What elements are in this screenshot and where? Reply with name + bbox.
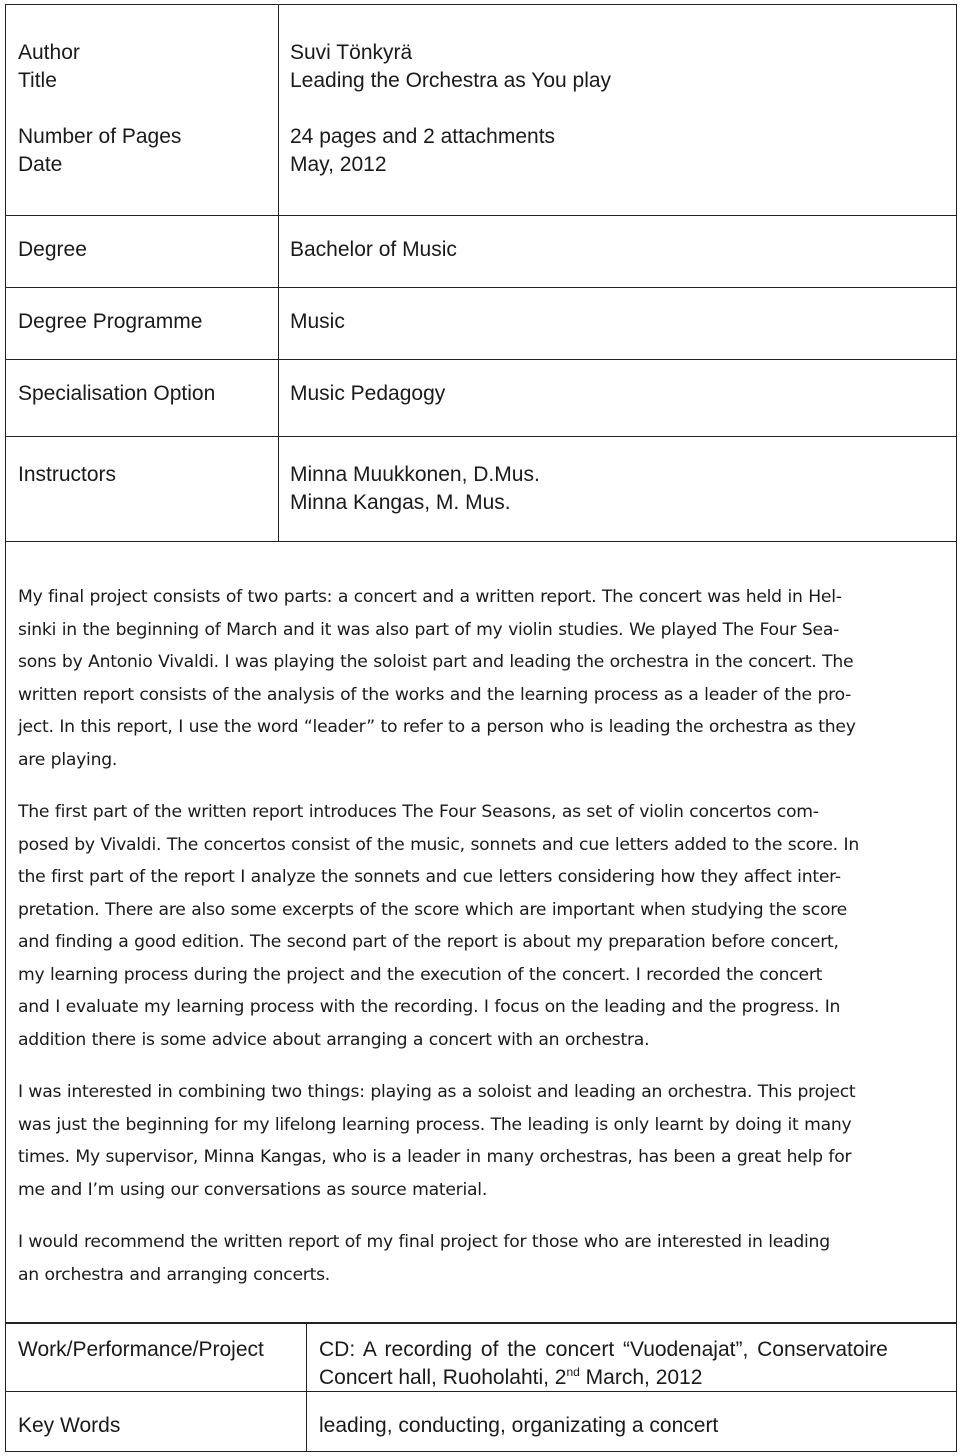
column-divider [278,360,279,436]
abstract-body [6,542,956,1291]
column-divider [278,5,279,215]
column-divider [278,288,279,359]
work-line-2-date: March, 2012 [579,1366,703,1389]
date-label: Date [18,153,63,176]
header-section [6,5,956,216]
title-label: Title [18,69,57,92]
instructors-section [6,437,956,542]
author-value: Suvi Tönkyrä [290,41,413,64]
author-label: Author [18,41,80,64]
column-divider [278,216,279,287]
column-divider [278,437,279,541]
thesis-info-table [5,4,957,1324]
work-line-2-text: Concert hall, Ruoholahti, 2 [319,1366,567,1389]
degree-value: Bachelor of Music [290,238,457,261]
work-label: Work/Performance/Project [18,1338,264,1361]
abstract-section [6,542,956,1323]
keywords-label: Key Words [18,1414,121,1437]
pages-value: 24 pages and 2 attachments [290,125,556,148]
programme-section [6,288,956,360]
programme-value: Music [290,310,345,333]
keywords-value: leading, conducting, organizating a concert [319,1414,719,1437]
instructors-label: Instructors [18,463,117,486]
ordinal-suffix: nd [566,1365,580,1379]
abstract-paragraph: The first part of the written report introduces The Four Seasons, as set of violin concertos com- posed by Vivaldi. The concertos consist of the music, sonnets and cue letters added to the score. In the first part of the report I analyze the sonnets and cue letters considering how they affect inter- pretation. There are also some excerpts of the score which are important when studying the score and finding a good edition. The second part of the report is about my preparation before concert, my learning process during the project and the execution of the concert. I recorded the concert and I evaluate my learning process with the recording. I focus on the leading and the progress. In addition there is some advice about arranging a concert with an orchestra. [18,802,859,1050]
instructor-name: Minna Muukkonen, D.Mus. [290,463,540,486]
work-line-2 [319,1364,702,1392]
degree-label: Degree [18,238,87,261]
date-value: May, 2012 [290,153,387,176]
column-divider [306,1323,307,1451]
abstract-paragraph: My final project consists of two parts: a concert and a written report. The concert was held in Hel- sinki in the beginning of March and it was also part of my violin studies. We played The Four Sea- sons by Antonio Vivaldi. I was playing the soloist part and leading the orchestra in the concert. The written report consists of the analysis of the works and the learning process as a leader of the pro- ject. In this report, I use the word “leader” to refer to a person who is leading the orchestra as they are playing. [18,587,856,770]
work-keywords-table [5,1322,957,1452]
title-value: Leading the Orchestra as You play [290,69,612,92]
specialisation-value: Music Pedagogy [290,382,446,405]
work-line-1: CD: A recording of the concert “Vuodenajat”, Conservatoire [319,1338,888,1361]
abstract-paragraph: I would recommend the written report of my final project for those who are interested in leading an orchestra and arranging concerts. [18,1232,830,1285]
pages-label: Number of Pages [18,125,182,148]
specialisation-section [6,360,956,437]
specialisation-label: Specialisation Option [18,382,216,405]
degree-section [6,216,956,288]
abstract-paragraph: I was interested in combining two things: playing as a soloist and leading an orchestra. This project was just the beginning for my lifelong learning process. The leading is only learnt by doing it many times. My supervisor, Minna Kangas, who is a leader in many orchestras, has been a great help for me and I’m using our conversations as source material. [18,1082,856,1200]
instructor-name: Minna Kangas, M. Mus. [290,491,511,514]
programme-label: Degree Programme [18,310,203,333]
